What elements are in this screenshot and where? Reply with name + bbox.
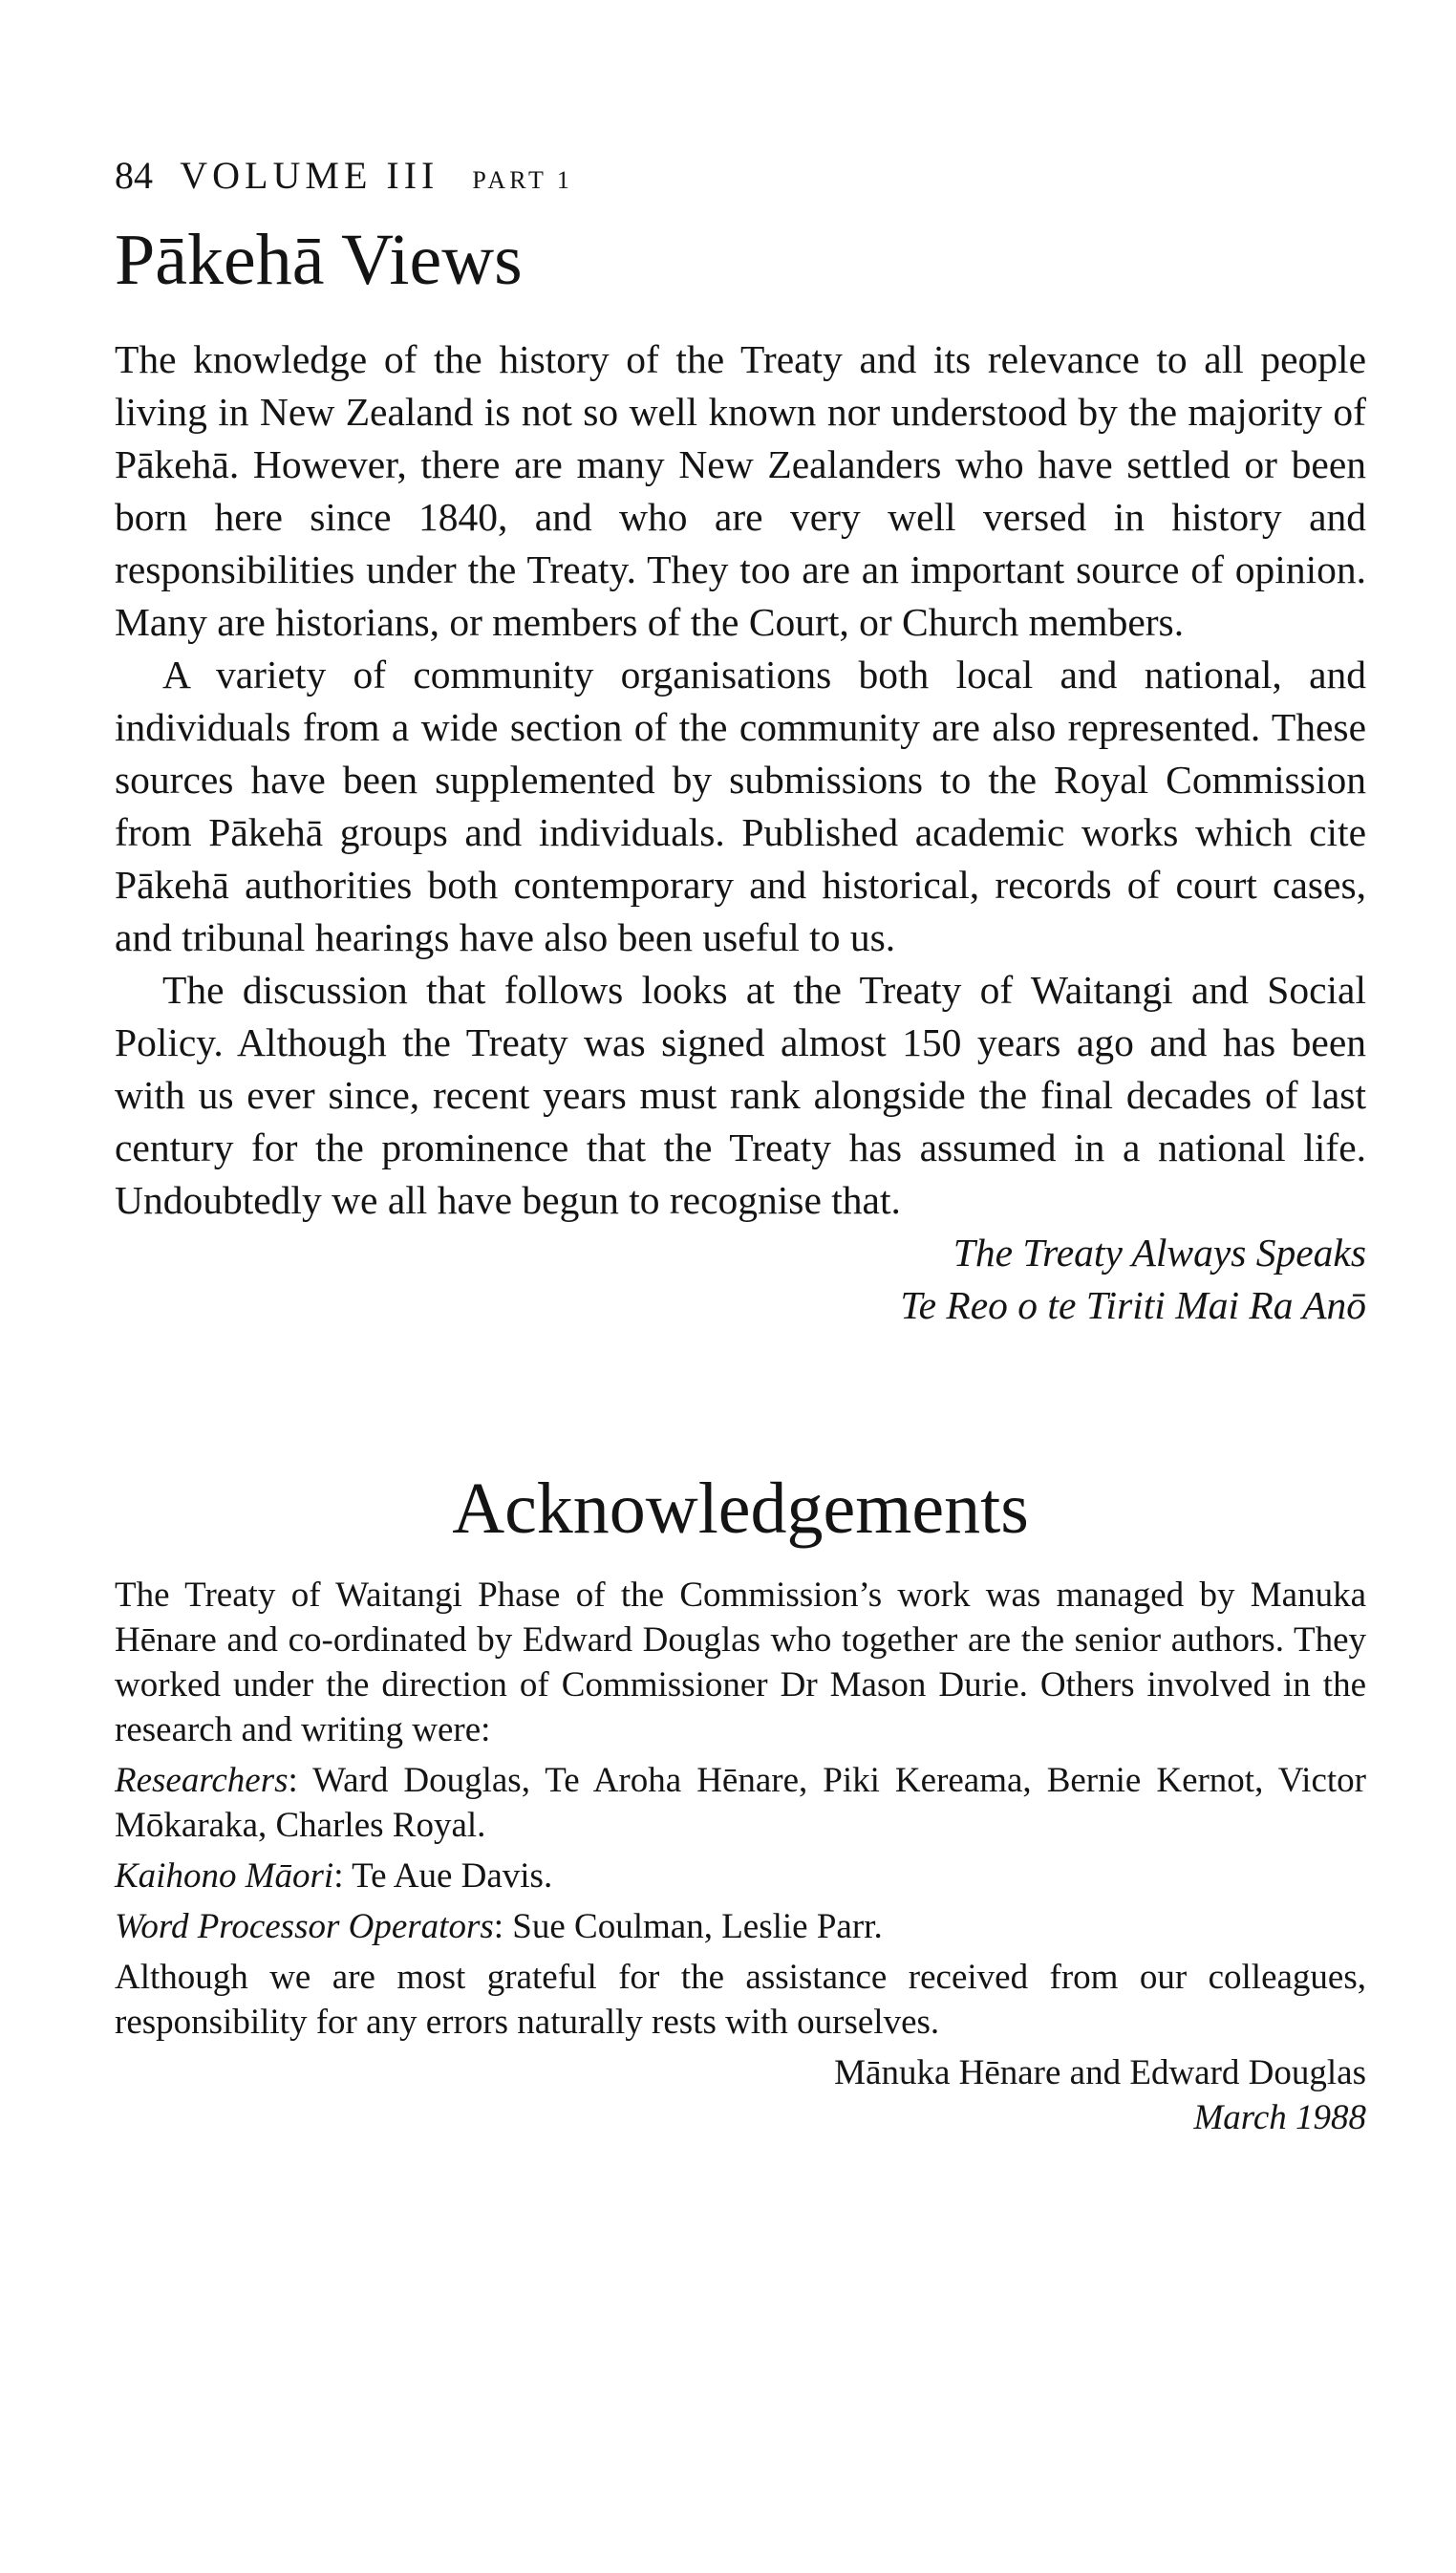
acknowledgements-title: Acknowledgements — [452, 1469, 1029, 1549]
researchers-list: : Ward Douglas, Te Aroha Hēnare, Piki Kereama, Bernie Kernot, Victor Mōkaraka, Charles Royal. — [115, 1761, 1366, 1845]
kaihono-list: : Te Aue Davis. — [333, 1856, 553, 1896]
ack-word-processor — [115, 1904, 1366, 1949]
body-paragraph-2: A variety of community organisations both local and national, and individuals from a wide section of the community are also represented. These sources have been supplemented by submissions to the Royal Commission from Pākehā groups and individuals. Published academic works which cite Pākehā authorities both contemporary and historical, records of court cases, and tribunal hearings have also been useful to us. — [115, 653, 1366, 959]
page-number: 84 — [115, 154, 153, 197]
body-paragraph-3: The discussion that follows looks at the Treaty of Waitangi and Social Policy. Although the Treaty was signed almost 150 years ago and has been with us ever since, recent years must rank alongside the final decades of last century for the prominence that the Treaty has assumed in a national life. Undoubtedly we all have begun to recognise that. — [115, 968, 1366, 1222]
ack-closing: Although we are most grateful for the assistance received from our colleagues, responsibility for any errors naturally rests with ourselves. — [115, 1958, 1366, 2042]
word-processor-list: : Sue Coulman, Leslie Parr. — [493, 1907, 883, 1946]
part-label: PART 1 — [472, 166, 573, 194]
signoff-date: March 1988 — [1193, 2098, 1366, 2137]
attribution-line-1: The Treaty Always Speaks — [953, 1231, 1366, 1275]
researchers-label: Researchers — [115, 1761, 289, 1800]
ack-kaihono — [115, 1854, 1366, 1898]
signoff-names: Mānuka Hēnare and Edward Douglas — [834, 2053, 1366, 2092]
ack-intro: The Treaty of Waitangi Phase of the Commission’s work was managed by Manuka Hēnare and co-ordinated by Edward Douglas who together are the senior authors. They worked under the direction of Commissioner Dr Mason Durie. Others involved in the research and writing were: — [115, 1576, 1366, 1749]
ack-researchers — [115, 1758, 1366, 1848]
section-title-pakeha-views: Pākehā Views — [115, 220, 523, 300]
kaihono-label: Kaihono Māori — [115, 1856, 334, 1896]
body-paragraph-1: The knowledge of the history of the Treaty and its relevance to all people living in New Zealand is not so well known nor understood by the majority of Pākehā. However, there are many New Zealanders who have settled or been born here since 1840, and who are very well versed in history and responsibilities under the Treaty. They too are an important source of opinion. Many are historians, or members of the Court, or Church members. — [115, 337, 1366, 644]
word-processor-label: Word Processor Operators — [115, 1907, 494, 1946]
page — [115, 153, 1366, 2140]
running-head — [115, 153, 1366, 204]
volume-label: VOLUME III — [180, 154, 439, 197]
attribution-line-2: Te Reo o te Tiriti Mai Ra Anō — [900, 1283, 1366, 1327]
